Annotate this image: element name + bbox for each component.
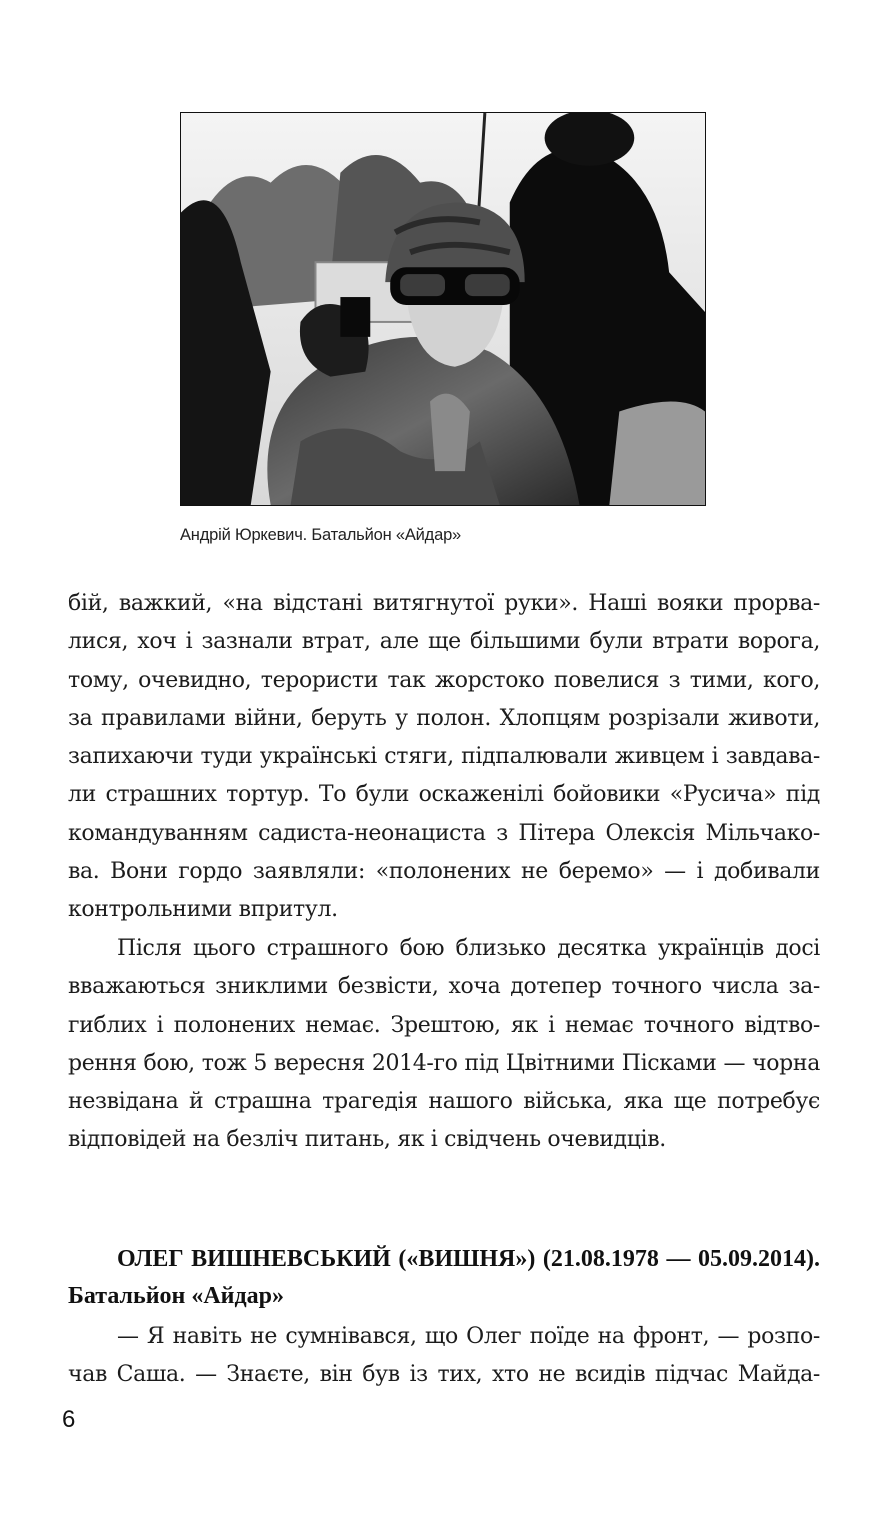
text-line: чав Саша. — Знаєте, він був із тих, хто не всидів підчас Майда- <box>68 1362 820 1388</box>
text-line: за правилами війни, беруть у полон. Хлопцям розрізали животи, <box>68 705 820 731</box>
text-line: — Я навіть не сумнівався, що Олег поїде на фронт, — розпо- <box>117 1324 820 1349</box>
text-line: лися, хоч і зазнали втрат, але ще більшими були втрати ворога, <box>68 629 820 655</box>
text-line: бій, важкий, «на відстані витягнутої руки». Наші вояки прорва- <box>68 591 820 616</box>
paragraph-2 <box>68 930 820 1160</box>
text-line: тому, очевидно, терористи так жорстоко повелися з тими, кого, <box>68 667 820 693</box>
photo-caption: Андрій Юркевич. Батальйон «Айдар» <box>180 526 462 544</box>
section-heading <box>68 1241 820 1315</box>
photo-soldier-in-helmet-icon <box>181 113 705 505</box>
text-line: рення бою, тож 5 вересня 2014-го під Цвітними Пісками — чорна <box>68 1050 820 1076</box>
text-line: відповідей на безліч питань, як і свідчень очевидців. <box>68 1127 666 1153</box>
paragraph-3 <box>68 1318 820 1395</box>
text-line: гиблих і полонених немає. Зрештою, як і немає точного відтво- <box>68 1012 820 1038</box>
page-number: 6 <box>62 1406 76 1433</box>
text-line: командуванням садиста-неонациста з Пітера Олексія Мільчако- <box>68 820 820 846</box>
soldier-photo <box>180 112 706 506</box>
text-line: контрольними впритул. <box>68 897 338 923</box>
text-line: запихаючи туди українські стяги, підпалювали живцем і завдава- <box>68 744 820 770</box>
heading-battalion: Батальйон «Айдар» <box>68 1283 284 1309</box>
heading-name-dates: ОЛЕГ ВИШНЕВСЬКИЙ («ВИШНЯ») (21.08.1978 — 05.09.2014). <box>117 1246 820 1272</box>
text-line: незвідана й страшна трагедія нашого війська, яка ще потребує <box>68 1089 820 1115</box>
text-line: ли страшних тортур. То були оскаженілі бойовики «Русича» під <box>68 782 820 808</box>
text-line: Після цього страшного бою близько десятка українців досі <box>117 936 820 961</box>
paragraph-1 <box>68 585 820 930</box>
text-line: ва. Вони гордо заявляли: «полонених не беремо» — і добивали <box>68 859 820 885</box>
text-line: вважаються зниклими безвісти, хоча дотепер точного числа за- <box>68 974 820 1000</box>
